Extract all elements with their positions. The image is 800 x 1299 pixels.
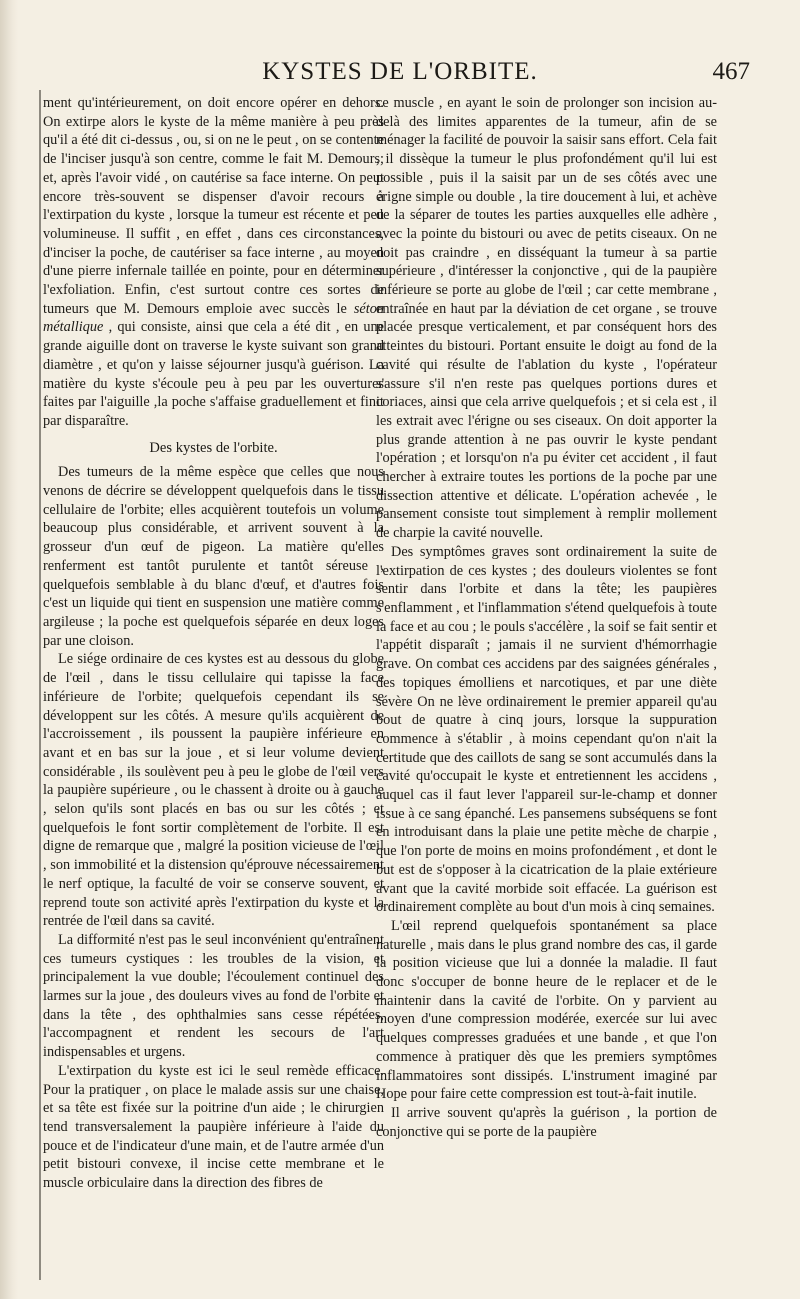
paragraph: L'extirpation du kyste est ici le seul remède efficace. Pour la pratiquer , on place le malade assis sur une chaise, et sa tête est fixée sur la poitrine d'un aide ; le chirurgien tend transversalement la paupière inférieure à l'aide du pouce et de l'indicateur d'une main, et de l'autre armée d'un petit bistouri convexe, il incise cette membrane et le muscle orbiculaire dans la direction des fibres de [43, 1062, 384, 1192]
paragraph-text: ment qu'intérieurement, on doit encore opérer en dehors. On extirpe alors le kyste de la même manière à peu près qu'il a été dit ci-dessus , ou, si on ne le peut , on se contente de l'inciser jusqu'à son centre, comme le fait M. Demours; et, après l'avoir vidé , on cautérise sa face interne. On peut encore très-souvent se dispenser d'avoir recours à l'extirpation du kyste , lorsque la tumeur est récente et peu volumineuse. Il suffit , en effet , dans ces circonstances, d'inciser la poche, de cautériser sa face interne , au moyen d'une pierre infernale taillée en pointe, pour en déterminer l'exfoliation. Enfin, c'est surtout contre ces sortes de tumeurs que M. Demours emploie avec succès le [43, 95, 384, 317]
page-number: 467 [712, 58, 750, 85]
section-heading: Des kystes de l'orbite. [149, 439, 278, 456]
page-header [0, 58, 800, 92]
page-binding-shadow [0, 0, 18, 1299]
paragraph: Des tumeurs de la même espèce que celles que nous venons de décrire se développent quelquefois dans le tissu cellulaire de l'orbite; elles acquièrent toutefois un volume beaucoup plus considérable, et arrivent souvent à la grosseur d'un œuf de pigeon. La matière qu'elles renferment est tantôt purulente et tantôt séreuse , quelquefois semblable à du blanc d'œuf, et d'autres fois c'est un liquide qui tient en suspension une matière comme argileuse ; la poche est quelquefois séparée en deux loges par une cloison. [43, 464, 384, 649]
margin-rule [39, 90, 41, 1280]
paragraph: Il arrive souvent qu'après la guérison , la portion de conjonctive qui se porte de la paupière [376, 1104, 717, 1140]
paragraph [43, 94, 384, 431]
paragraph-text: , qui consiste, ainsi que cela a été dit , en une grande aiguille dont on traverse le kyste suivant son grand diamètre , et qu'on y laisse séjourner jusqu'à guérison. La matière du kyste s'écoule peu à peu par les ouvertures faites par l'aiguille ,la poche s'affaise graduellement et finit par disparaître. [43, 319, 385, 429]
italic-term: séton métallique [43, 300, 385, 336]
paragraph: Le siége ordinaire de ces kystes est au dessous du globe de l'œil , dans le tissu cellulaire qui tapisse la face inférieure de l'orbite; quelquefois cependant ils se développent sur les côtés. A mesure qu'ils acquièrent de l'accroissement , ils poussent la paupière inférieure en avant et en bas sur la joue , et si leur volume devient considérable , ils soulèvent peu à peu le globe de l'œil vers la paupière supérieure , ou le chassent à droite ou à gauche , selon qu'ils sont placés en bas ou sur les côtés ; et quelquefois le font sortir complètement de l'orbite. Il est digne de remarque que , malgré la position vicieuse de l'œil , son immobilité et la distension qu'éprouve nécessairement le nerf optique, la faculté de voir se conserve souvent, et reprend toute son activité après l'extirpation du kyste et la rentrée de l'œil dans sa cavité. [43, 651, 384, 930]
paragraph: L'œil reprend quelquefois spontanément sa place naturelle , mais dans le plus grand nombre des cas, il garde la position vicieuse que lui a donnée la maladie. Il faut donc s'occuper de bonne heure de le replacer et de le maintenir dans la cavité de l'orbite. On y parvient au moyen d'une compression modérée, exercée sur lui avec quelques compresses graduées et une bande , et que l'on commence à pratiquer dès que les premiers symptômes inflammatoires sont dissipés. L'instrument imaginé par Hope pour faire cette compression est tout-à-fait inutile. [376, 917, 717, 1103]
paragraph: ce muscle , en ayant le soin de prolonger son incision au-delà des limites apparentes de la tumeur, afin de se ménager la facilité de pouvoir la saisir sans effort. Cela fait , il dissèque la tumeur le plus profondément qu'il lui est possible , puis il la saisit par un de ses côtés avec une érigne simple ou double , la tire doucement à lui, et achève de la séparer de toutes les parties auxquelles elle adhère , avec la pointe du bistouri ou avec de petits ciseaux. On ne doit pas craindre , en disséquant la tumeur à sa partie supérieure , d'intéresser la conjonctive , qui de la paupière inférieure se porte au globe de l'œil ; car cette membrane , entraînée en haut par la déviation de cet organe , se trouve placée presque verticalement, et par conséquent hors des atteintes du bistouri. Portant ensuite le doigt au fond de la cavité qui résulte de l'ablation du kyste , l'opérateur s'assure s'il n'en reste pas quelques portions dures et coriaces, ainsi que cela arrive quelquefois ; et si cela est , il les extrait avec l'érigne ou ses ciseaux. On doit apporter la plus grande attention à ne pas ouvrir le kyste pendant l'opération ; et lorsqu'on n'a pu éviter cet accident , il faut chercher à extraire toutes les portions de la poche par une dissection attentive et délicate. L'opération achevée , le pansement consiste tout simplement à remplir mollement de charpie la cavité nouvelle. [376, 95, 717, 542]
paragraph: La difformité n'est pas le seul inconvénient qu'entraînent ces tumeurs cystiques : les troubles de la vision, et principalement la vue double; l'écoulement continuel des larmes sur la joue , des douleurs vives au fond de l'orbite et dans la tête , des ophthalmies sans cesse répétées, l'accompagnent et rendent les secours de l'art indispensables et urgens. [43, 931, 384, 1061]
paragraph: Des symptômes graves sont ordinairement la suite de l'extirpation de ces kystes ; des douleurs violentes se font sentir dans l'orbite et dans la tête; les paupières s'enflamment , et l'inflammation s'étend quelquefois à toute la face et au cou ; le pouls s'accélère , la soif se fait sentir et l'appétit disparaît ; jamais il ne survient d'hémorrhagie grave. On combat ces accidens par des saignées générales , des topiques émolliens et narcotiques, et par une diète sévère On ne lève ordinairement le premier appareil qu'au bout de quatre à cinq jours, lorsque la suppuration commence à s'établir , à moins cependant qu'on n'ait la certitude que des caillots de sang se sont accumulés dans la cavité qu'occupait le kyste et entretiennent les accidens , auquel cas il faut lever l'appareil sur-le-champ et donner issue à ce sang épanché. Les pansemens subséquens se font en introduisant dans la plaie une petite mèche de charpie , que l'on porte de moins en moins profondément , et dont le but est de s'opposer à la cicatrication de la plaie extérieure avant que la cavité morbide soit effacée. La guérison est ordinairement complète au bout d'un mois à cinq semaines. [376, 543, 717, 916]
left-column [43, 94, 384, 1193]
right-column [376, 94, 717, 1141]
running-head: KYSTES DE L'ORBITE. [262, 58, 538, 85]
